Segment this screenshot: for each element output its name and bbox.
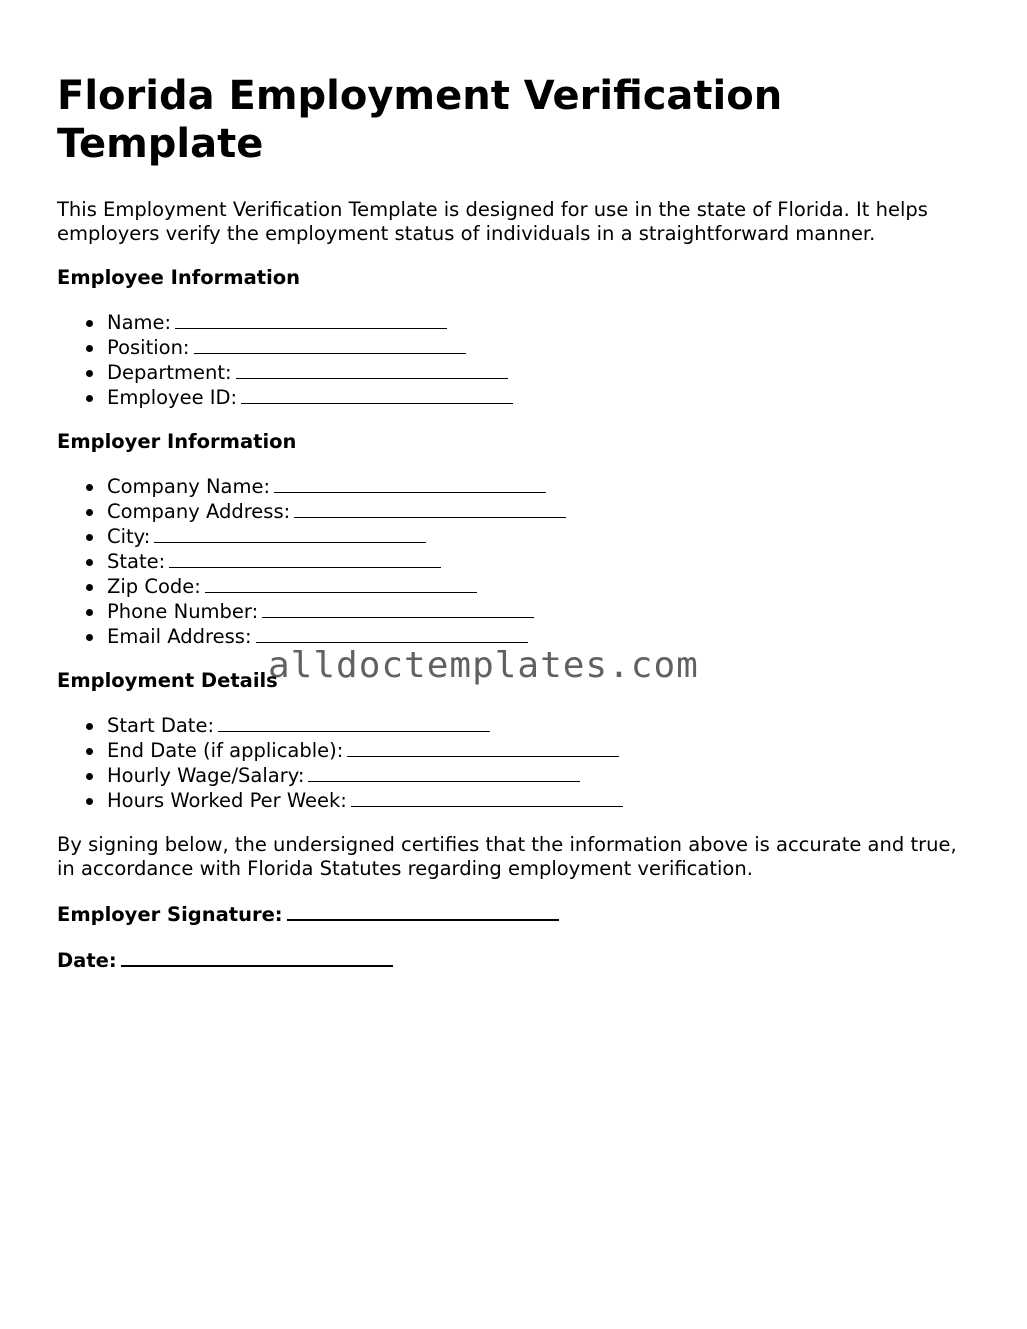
field-label: State: [107,550,166,573]
field-city [107,524,977,549]
employee-info-heading: Employee Information [57,266,301,289]
field-label: Department: [107,361,232,384]
field-position [107,335,977,360]
blank-line[interactable] [308,763,580,782]
field-label: Position: [107,336,190,359]
field-phone-number [107,599,977,624]
intro-paragraph: This Employment Verification Template is designed for use in the state of Florida. It helps employers verify the employment status of individuals in a straightforward manner. [57,198,928,245]
blank-line[interactable] [154,524,426,543]
employer-info-list [57,474,977,649]
field-company-name [107,474,977,499]
field-state [107,549,977,574]
blank-line[interactable] [294,499,566,518]
employment-details-list [57,713,977,813]
field-label: City: [107,525,151,548]
field-name [107,310,977,335]
field-end-date [107,738,977,763]
field-company-address [107,499,977,524]
document-title: Florida Employment Verification Template [57,73,783,167]
field-label: Hourly Wage/Salary: [107,764,305,787]
blank-line[interactable] [175,310,447,329]
field-zip-code [107,574,977,599]
signature-blank[interactable] [287,901,559,921]
employer-signature-line [57,901,977,927]
field-start-date [107,713,977,738]
watermark: alldoctemplates.com [268,645,699,686]
employee-info-list [57,310,977,410]
certification-paragraph: By signing below, the undersigned certifies that the information above is accurate and true, in accordance with Florida Statutes regarding employment verification. [57,833,957,880]
date-label: Date: [57,949,117,972]
field-label: Employee ID: [107,386,238,409]
blank-line[interactable] [241,385,513,404]
date-blank[interactable] [121,947,393,967]
field-label: Start Date: [107,714,215,737]
field-label: Name: [107,311,172,334]
field-department [107,360,977,385]
field-label: Email Address: [107,625,252,648]
employment-details-heading: Employment Details [57,669,278,692]
employer-info-heading: Employer Information [57,430,297,453]
field-wage-salary [107,763,977,788]
blank-line[interactable] [262,599,534,618]
blank-line[interactable] [205,574,477,593]
blank-line[interactable] [218,713,490,732]
field-label: End Date (if applicable): [107,739,344,762]
blank-line[interactable] [274,474,546,493]
field-label: Company Address: [107,500,291,523]
blank-line[interactable] [236,360,508,379]
field-employee-id [107,385,977,410]
field-label: Phone Number: [107,600,259,623]
field-label: Company Name: [107,475,271,498]
field-hours-per-week [107,788,977,813]
blank-line[interactable] [256,624,528,643]
blank-line[interactable] [351,788,623,807]
blank-line[interactable] [194,335,466,354]
signature-label: Employer Signature: [57,903,283,926]
blank-line[interactable] [347,738,619,757]
field-label: Hours Worked Per Week: [107,789,347,812]
date-line [57,947,977,973]
document-page [57,72,977,993]
field-label: Zip Code: [107,575,201,598]
blank-line[interactable] [169,549,441,568]
